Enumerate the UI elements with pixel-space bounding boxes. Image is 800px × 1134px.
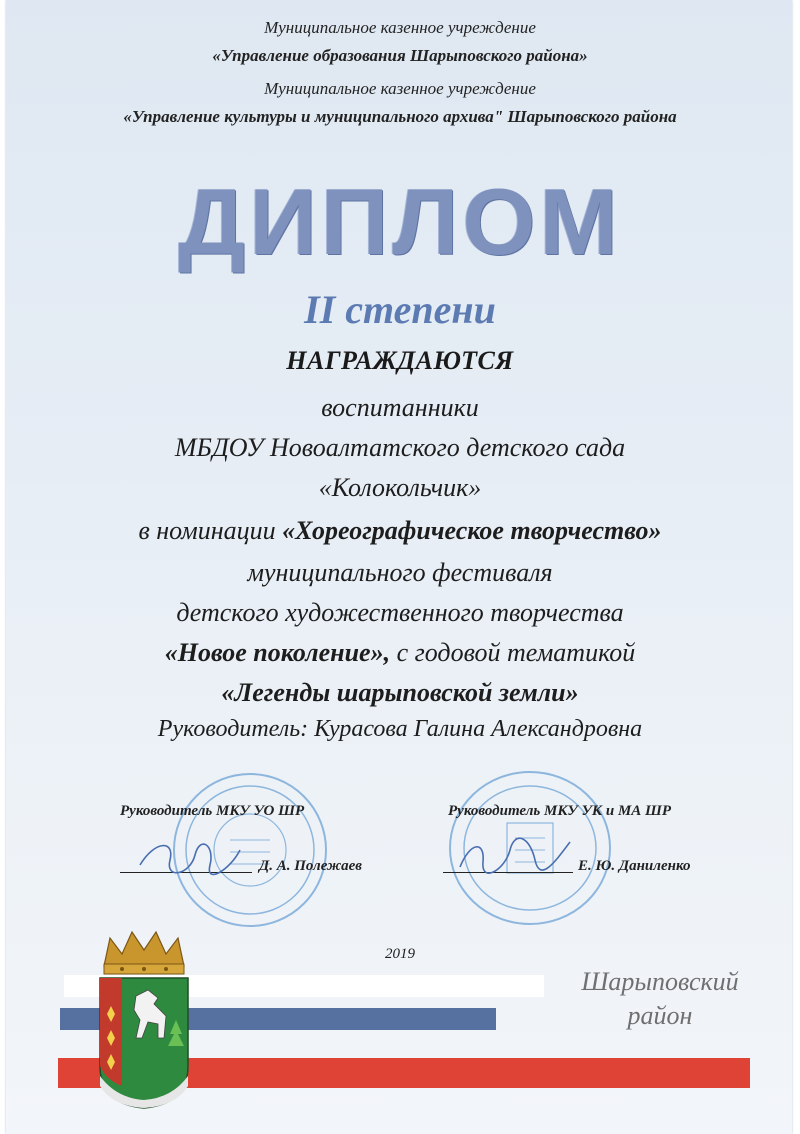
- org1-line2: «Управление образования Шарыповского района»: [212, 46, 588, 65]
- region-line-1: Шарыповский: [581, 967, 739, 996]
- year-label: 2019: [385, 946, 415, 962]
- right-handwritten-signature: [455, 832, 575, 880]
- org2-line1: Муниципальное казенное учреждение: [264, 79, 536, 98]
- org1-line1: Муниципальное казенное учреждение: [264, 18, 536, 37]
- festival-theme-prefix: с годовой тематикой: [390, 638, 636, 667]
- body-line-7: [0, 638, 800, 668]
- nomination-prefix: в номинации: [138, 516, 283, 545]
- body-line-5: муниципального фестиваля: [247, 558, 553, 587]
- festival-name: «Новое поколение»,: [164, 638, 391, 667]
- award-heading: НАГРАЖДАЮТСЯ: [286, 346, 514, 375]
- coat-of-arms-emblem: [96, 926, 192, 1110]
- body-line-6: детского художественного творчества: [176, 598, 624, 627]
- right-signatory-title: Руководитель МКУ УК и МА ШР: [448, 803, 672, 819]
- body-line-3: «Колокольчик»: [318, 473, 482, 502]
- body-line-4: [0, 516, 800, 546]
- left-signatory-name: Д. А. Полежаев: [259, 858, 362, 874]
- left-handwritten-signature: [135, 835, 245, 880]
- body-line-2: МБДОУ Новоалтатского детского сада: [174, 433, 626, 462]
- diploma-title: ДИПЛОМ: [178, 169, 622, 274]
- theme-name: «Легенды шарыповской земли»: [221, 678, 579, 707]
- region-line-2: район: [627, 1001, 693, 1030]
- degree-label: II степени: [304, 287, 496, 332]
- org2-line2: «Управление культуры и муниципального архива" Шарыповского района: [123, 107, 677, 126]
- right-signatory-name: Е. Ю. Даниленко: [578, 858, 691, 874]
- nomination-name: «Хореографическое творчество»: [282, 516, 662, 545]
- body-line-1: воспитанники: [321, 393, 479, 422]
- leader-line: Руководитель: Курасова Галина Александровна: [157, 716, 643, 742]
- region-name: [560, 965, 760, 1033]
- left-signatory-title: Руководитель МКУ УО ШР: [120, 803, 305, 819]
